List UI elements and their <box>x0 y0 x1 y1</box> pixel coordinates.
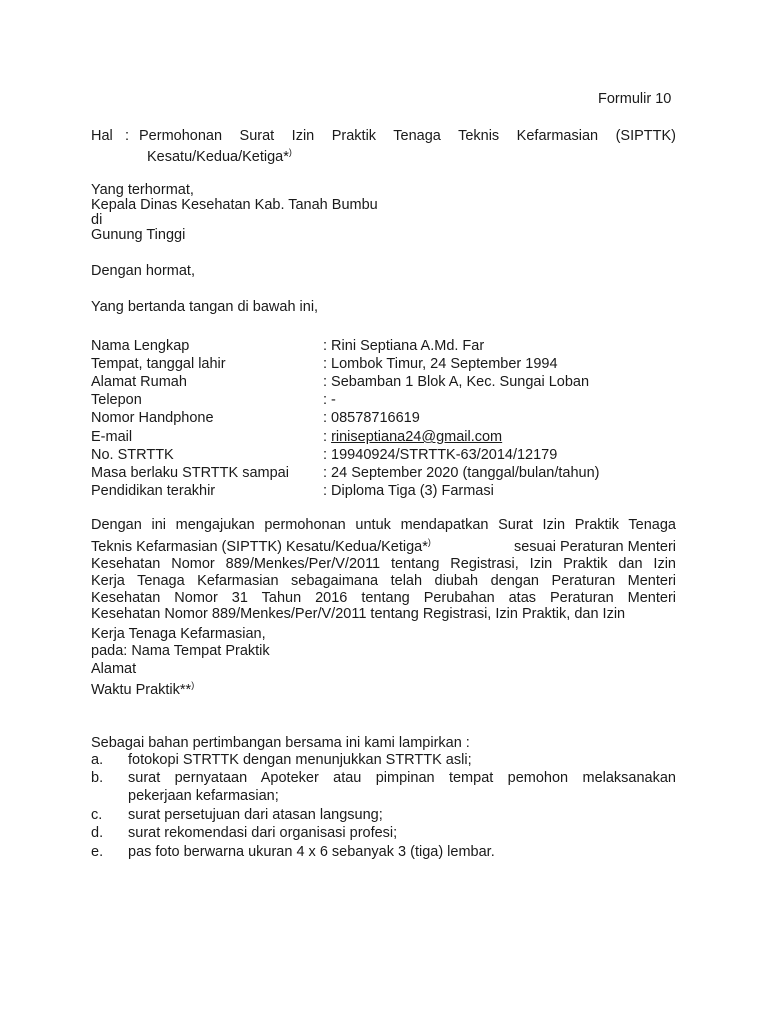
body-line-7: Kerja Tenaga Kefarmasian, <box>91 626 266 642</box>
attachments-intro: Sebagai bahan pertimbangan bersama ini kami lampirkan : <box>91 735 470 751</box>
identity-label-validity: Masa berlaku STRTTK sampai <box>91 465 289 481</box>
attachment-text-e: pas foto berwarna ukuran 4 x 6 sebanyak 3 (tiga) lembar. <box>128 844 495 860</box>
address-line-1: Yang terhormat, <box>91 182 194 198</box>
identity-value-education: : Diploma Tiga (3) Farmasi <box>323 483 494 499</box>
body-line-8: pada: Nama Tempat Praktik <box>91 643 270 659</box>
identity-label-mobile: Nomor Handphone <box>91 410 214 426</box>
body-line-2b: sesuai Peraturan Menteri <box>509 539 676 555</box>
email-prefix: : <box>323 429 332 445</box>
attachment-marker-d: d. <box>91 825 104 841</box>
attachment-text-d: surat rekomendasi dari organisasi profesi; <box>128 825 398 841</box>
identity-value-phone: : - <box>323 392 336 408</box>
identity-value-strttk: : 19940924/STRTTK-63/2014/12179 <box>323 447 558 463</box>
body-line-2a-text: Teknis Kefarmasian (SIPTTK) Kesatu/Kedua/Ketiga* <box>91 539 428 555</box>
attachment-marker-e: e. <box>91 844 104 860</box>
subject-text: Permohonan Surat Izin Praktik Tenaga Teknis Kefarmasian (SIPTTK) <box>139 128 676 144</box>
identity-value-birth: : Lombok Timur, 24 September 1994 <box>323 356 558 372</box>
body-line-2-sup: ) <box>427 537 431 547</box>
form-label: Formulir 10 <box>598 91 672 107</box>
subject-prefix: Hal <box>91 128 113 144</box>
address-line-4: Gunung Tinggi <box>91 227 186 243</box>
identity-label-education: Pendidikan terakhir <box>91 483 216 499</box>
identity-value-name: : Rini Septiana A.Md. Far <box>323 338 485 354</box>
subject-line2 <box>147 148 292 167</box>
body-line-3: Kesehatan Nomor 889/Menkes/Per/V/2011 tentang Registrasi, Izin Praktik dan Izin <box>91 556 676 572</box>
body-line-6: Kesehatan Nomor 889/Menkes/Per/V/2011 tentang Registrasi, Izin Praktik, dan Izin <box>91 606 626 622</box>
identity-label-address: Alamat Rumah <box>91 374 187 390</box>
body-line-4: Kerja Tenaga Kefarmasian sebagaimana telah diubah dengan Peraturan Menteri <box>91 573 676 589</box>
identity-value-mobile: : 08578716619 <box>323 410 420 426</box>
subject-line2-text: Kesatu/Kedua/Ketiga* <box>147 149 289 165</box>
intro: Yang bertanda tangan di bawah ini, <box>91 299 319 315</box>
attachment-text-c: surat persetujuan dari atasan langsung; <box>128 807 383 823</box>
subject-colon: : <box>125 128 130 144</box>
identity-label-name: Nama Lengkap <box>91 338 190 354</box>
body-line-10-text: Waktu Praktik** <box>91 682 192 698</box>
attachment-marker-a: a. <box>91 752 104 768</box>
body-line-10-sup: ) <box>191 680 195 690</box>
identity-label-email: E-mail <box>91 429 133 445</box>
identity-value-address: : Sebamban 1 Blok A, Kec. Sungai Loban <box>323 374 590 390</box>
identity-label-phone: Telepon <box>91 392 142 408</box>
attachment-marker-b: b. <box>91 770 104 786</box>
body-line-1: Dengan ini mengajukan permohonan untuk mendapatkan Surat Izin Praktik Tenaga <box>91 517 676 533</box>
identity-label-strttk: No. STRTTK <box>91 447 174 463</box>
identity-value-validity: : 24 September 2020 (tanggal/bulan/tahun) <box>323 465 600 481</box>
subject-line2-sup: ) <box>288 147 292 157</box>
body-line-9: Alamat <box>91 661 137 677</box>
attachment-text-a: fotokopi STRTTK dengan menunjukkan STRTTK asli; <box>128 752 472 768</box>
attachment-text-b: surat pernyataan Apoteker atau pimpinan tempat pemohon melaksanakan <box>128 770 676 786</box>
identity-label-birth: Tempat, tanggal lahir <box>91 356 226 372</box>
address-line-3: di <box>91 212 103 228</box>
address-line-2: Kepala Dinas Kesehatan Kab. Tanah Bumbu <box>91 197 378 213</box>
body-line-10 <box>91 681 194 700</box>
attachment-marker-c: c. <box>91 807 103 823</box>
identity-value-email <box>323 428 502 446</box>
attachment-text-b-line2: pekerjaan kefarmasian; <box>128 788 279 804</box>
body-line-5: Kesehatan Nomor 31 Tahun 2016 tentang Perubahan atas Peraturan Menteri <box>91 590 676 606</box>
greeting: Dengan hormat, <box>91 263 195 279</box>
email-link[interactable]: riniseptiana24@gmail.com <box>331 429 503 445</box>
